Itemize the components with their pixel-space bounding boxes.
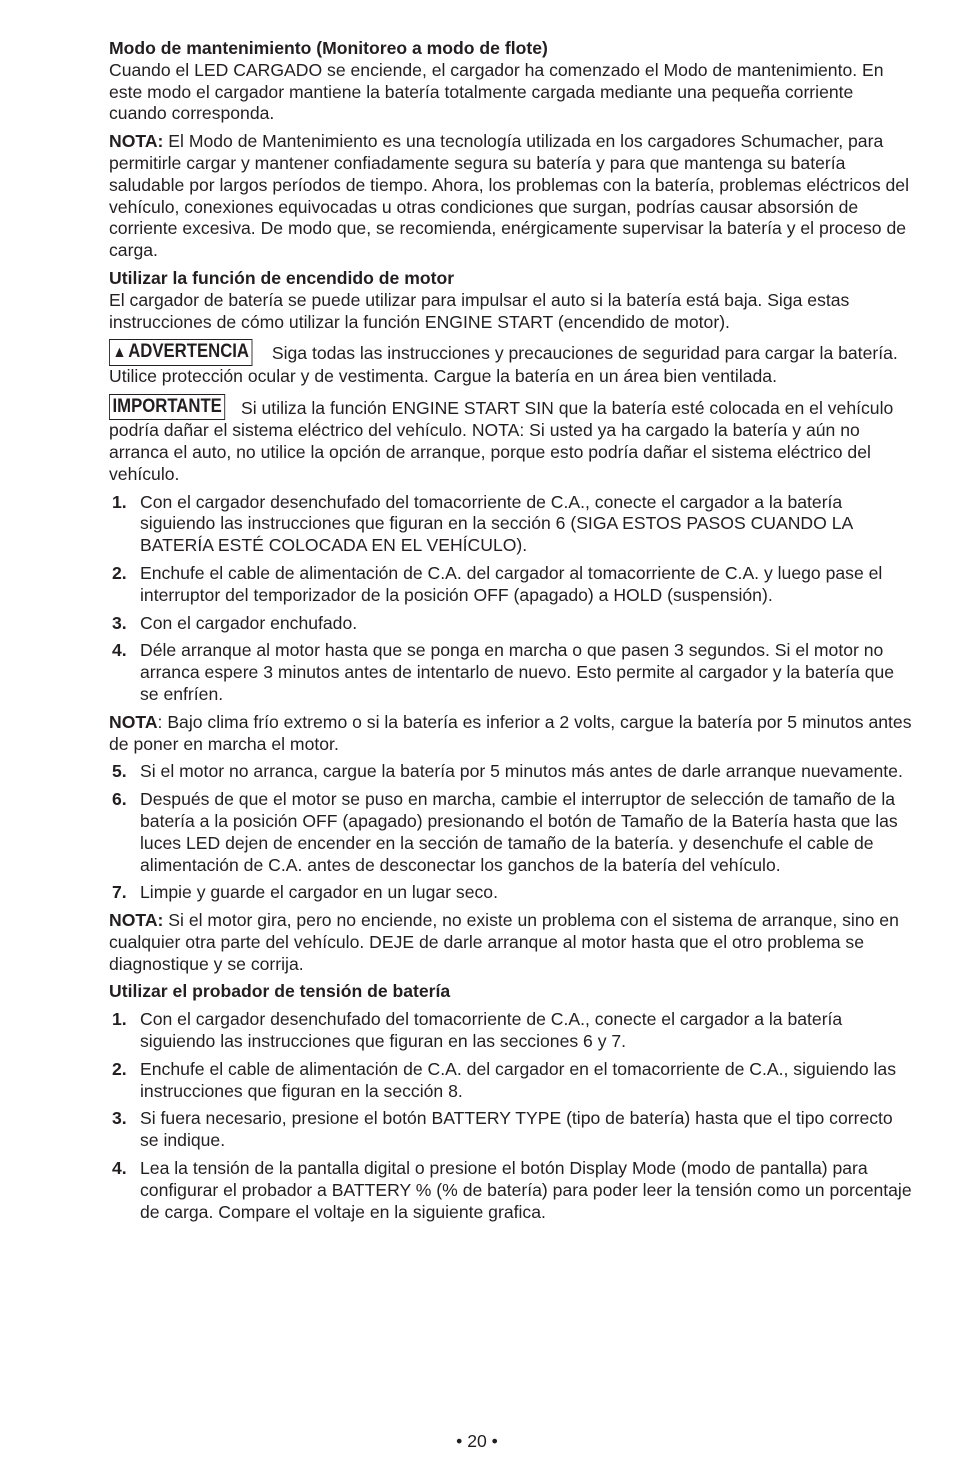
step-number: 3. [112, 1108, 127, 1129]
step-text: Con el cargador desenchufado del tomacorriente de C.A., conecte el cargador a la batería siguiendo las instrucciones que figuran en las secciones 6 y 7. [140, 1009, 843, 1052]
step-number: 5. [112, 761, 127, 782]
engine-start-heading: Utilizar la función de encendido de motor [109, 267, 455, 288]
page-number: • 20 • [456, 1431, 498, 1451]
warning-triangle-icon: ▲ [112, 344, 127, 362]
step-number: 2. [112, 1058, 127, 1079]
maintenance-heading: Modo de mantenimiento (Monitoreo a modo de flote) [109, 38, 548, 58]
engine-turns-note [109, 910, 915, 975]
list-item [109, 1108, 915, 1152]
engine-start-steps-b [109, 761, 915, 904]
maintenance-body: Cuando el LED CARGADO se enciende, el cargador ha comenzado el Modo de mantenimiento. En este modo el cargador mantiene la batería totalmente cargada mediante una pequeña corriente cuando corresponda. [109, 59, 884, 124]
manual-page [109, 38, 915, 1229]
step-number: 2. [112, 562, 127, 583]
list-item [109, 492, 915, 557]
warning-label: ADVERTENCIA [128, 341, 249, 363]
step-text: Lea la tensión de la pantalla digital o presione el botón Display Mode (modo de pantalla) para configurar el probador a BATTERY % (% de batería) para poder leer la tensión como un porcentaje de carga. Compare el voltaje en la siguiente grafica. [140, 1158, 912, 1222]
note-text: Si el motor gira, pero no enciende, no existe un problema con el sistema de arranque, sino en cualquier otra parte del vehículo. DEJE de darle arranque al motor hasta que el otro problema se diagnostique y se corrija. [109, 910, 899, 974]
warning-paragraph [109, 339, 915, 388]
note-text: El Modo de Mantenimiento es una tecnología utilizada en los cargadores Schumacher, para permitirle cargar y mantener confiadamente segura su batería y para que mantenga su batería saludable por largos períodos de tiempo. Ahora, los problemas con la batería, problemas eléctricos del vehículo, conexiones equivocadas u otras condiciones que surgan, podrías causar absorsión de corriente excesiva. De modo que, se recomienda, enérgicamente supervisar la batería y el proceso de carga. [109, 131, 909, 261]
list-item [109, 640, 915, 705]
step-text: Con el cargador enchufado. [140, 612, 358, 633]
list-item [109, 613, 915, 635]
list-item [109, 563, 915, 607]
step-number: 7. [112, 882, 127, 903]
tester-steps [109, 1009, 915, 1223]
step-text: Limpie y guarde el cargador en un lugar seco. [140, 882, 498, 903]
note-text: : Bajo clima frío extremo o si la batería es inferior a 2 volts, cargue la batería por 5 minutos antes de poner en marcha el motor. [109, 711, 912, 754]
step-text: Después de que el motor se puso en marcha, cambie el interruptor de selección de tamaño de la batería a la posición OFF (apagado) presionando el botón de Tamaño de la Batería hasta que las luces LED dejen de encender en la sección de tamaño de la batería. y desenchufe el cable de alimentación de C.A. antes de desconectar los ganchos de la batería del vehículo. [140, 789, 898, 875]
maintenance-note [109, 131, 915, 262]
step-number: 1. [112, 1009, 127, 1030]
step-text: Enchufe el cable de alimentación de C.A. del cargador en el tomacorriente de C.A., siguiendo las instrucciones que figuran en la sección 8. [140, 1058, 896, 1101]
engine-start-body: El cargador de batería se puede utilizar para impulsar el auto si la batería está baja. Siga estas instrucciones de cómo utilizar la función ENGINE START (encendido de motor). [109, 289, 850, 332]
note-label: NOTA: [109, 131, 164, 152]
step-number: 3. [112, 612, 127, 633]
note-label: NOTA: [109, 910, 164, 931]
tester-heading: Utilizar el probador de tensión de batería [109, 981, 451, 1002]
step-text: Si el motor no arranca, cargue la batería por 5 minutos más antes de darle arranque nuevamente. [140, 761, 903, 782]
step-text: Con el cargador desenchufado del tomacorriente de C.A., conecte el cargador a la batería siguiendo las instrucciones que figuran en la sección 6 (SIGA ESTOS PASOS CUANDO LA BATERÍA ESTÉ COLOCADA EN EL VEHÍCULO). [140, 491, 853, 556]
important-badge: IMPORTANTE [109, 394, 225, 420]
important-text: Si utiliza la función ENGINE START SIN que la batería esté colocada en el vehículo podría dañar el sistema eléctrico del vehículo. NOTA: Si usted ya ha cargado la batería y aún no arranca el auto, no utilice la opción de arranque, porque esto podría dañar el sistema eléctrico del vehículo. [109, 398, 894, 484]
list-item [109, 789, 915, 876]
list-item [109, 882, 915, 904]
note-label: NOTA [109, 711, 158, 732]
step-number: 1. [112, 491, 127, 512]
important-paragraph [109, 394, 915, 485]
cold-weather-note [109, 712, 915, 756]
warning-text: Siga todas las instrucciones y precauciones de seguridad para cargar la batería. Utilice protección ocular y de vestimenta. Cargue la batería en un área bien ventilada. [109, 343, 898, 387]
step-number: 4. [112, 1158, 127, 1179]
list-item [109, 1059, 915, 1103]
engine-start-steps-a [109, 492, 915, 706]
step-text: Si fuera necesario, presione el botón BATTERY TYPE (tipo de batería) hasta que el tipo correcto se indique. [140, 1108, 893, 1151]
step-text: Enchufe el cable de alimentación de C.A. del cargador al tomacorriente de C.A. y luego pase el interruptor del temporizador de la posición OFF (apagado) a HOLD (suspensión). [140, 562, 883, 605]
step-number: 4. [112, 640, 127, 661]
step-number: 6. [112, 789, 127, 810]
step-text: Déle arranque al motor hasta que se ponga en marcha o que pasen 3 segundos. Si el motor no arranca espere 3 minutos antes de intentarlo de nuevo. Esto permite al cargador y la batería que se enfríen. [140, 640, 895, 704]
warning-badge [109, 339, 253, 366]
list-item [109, 761, 915, 783]
list-item [109, 1158, 915, 1223]
list-item [109, 1009, 915, 1053]
